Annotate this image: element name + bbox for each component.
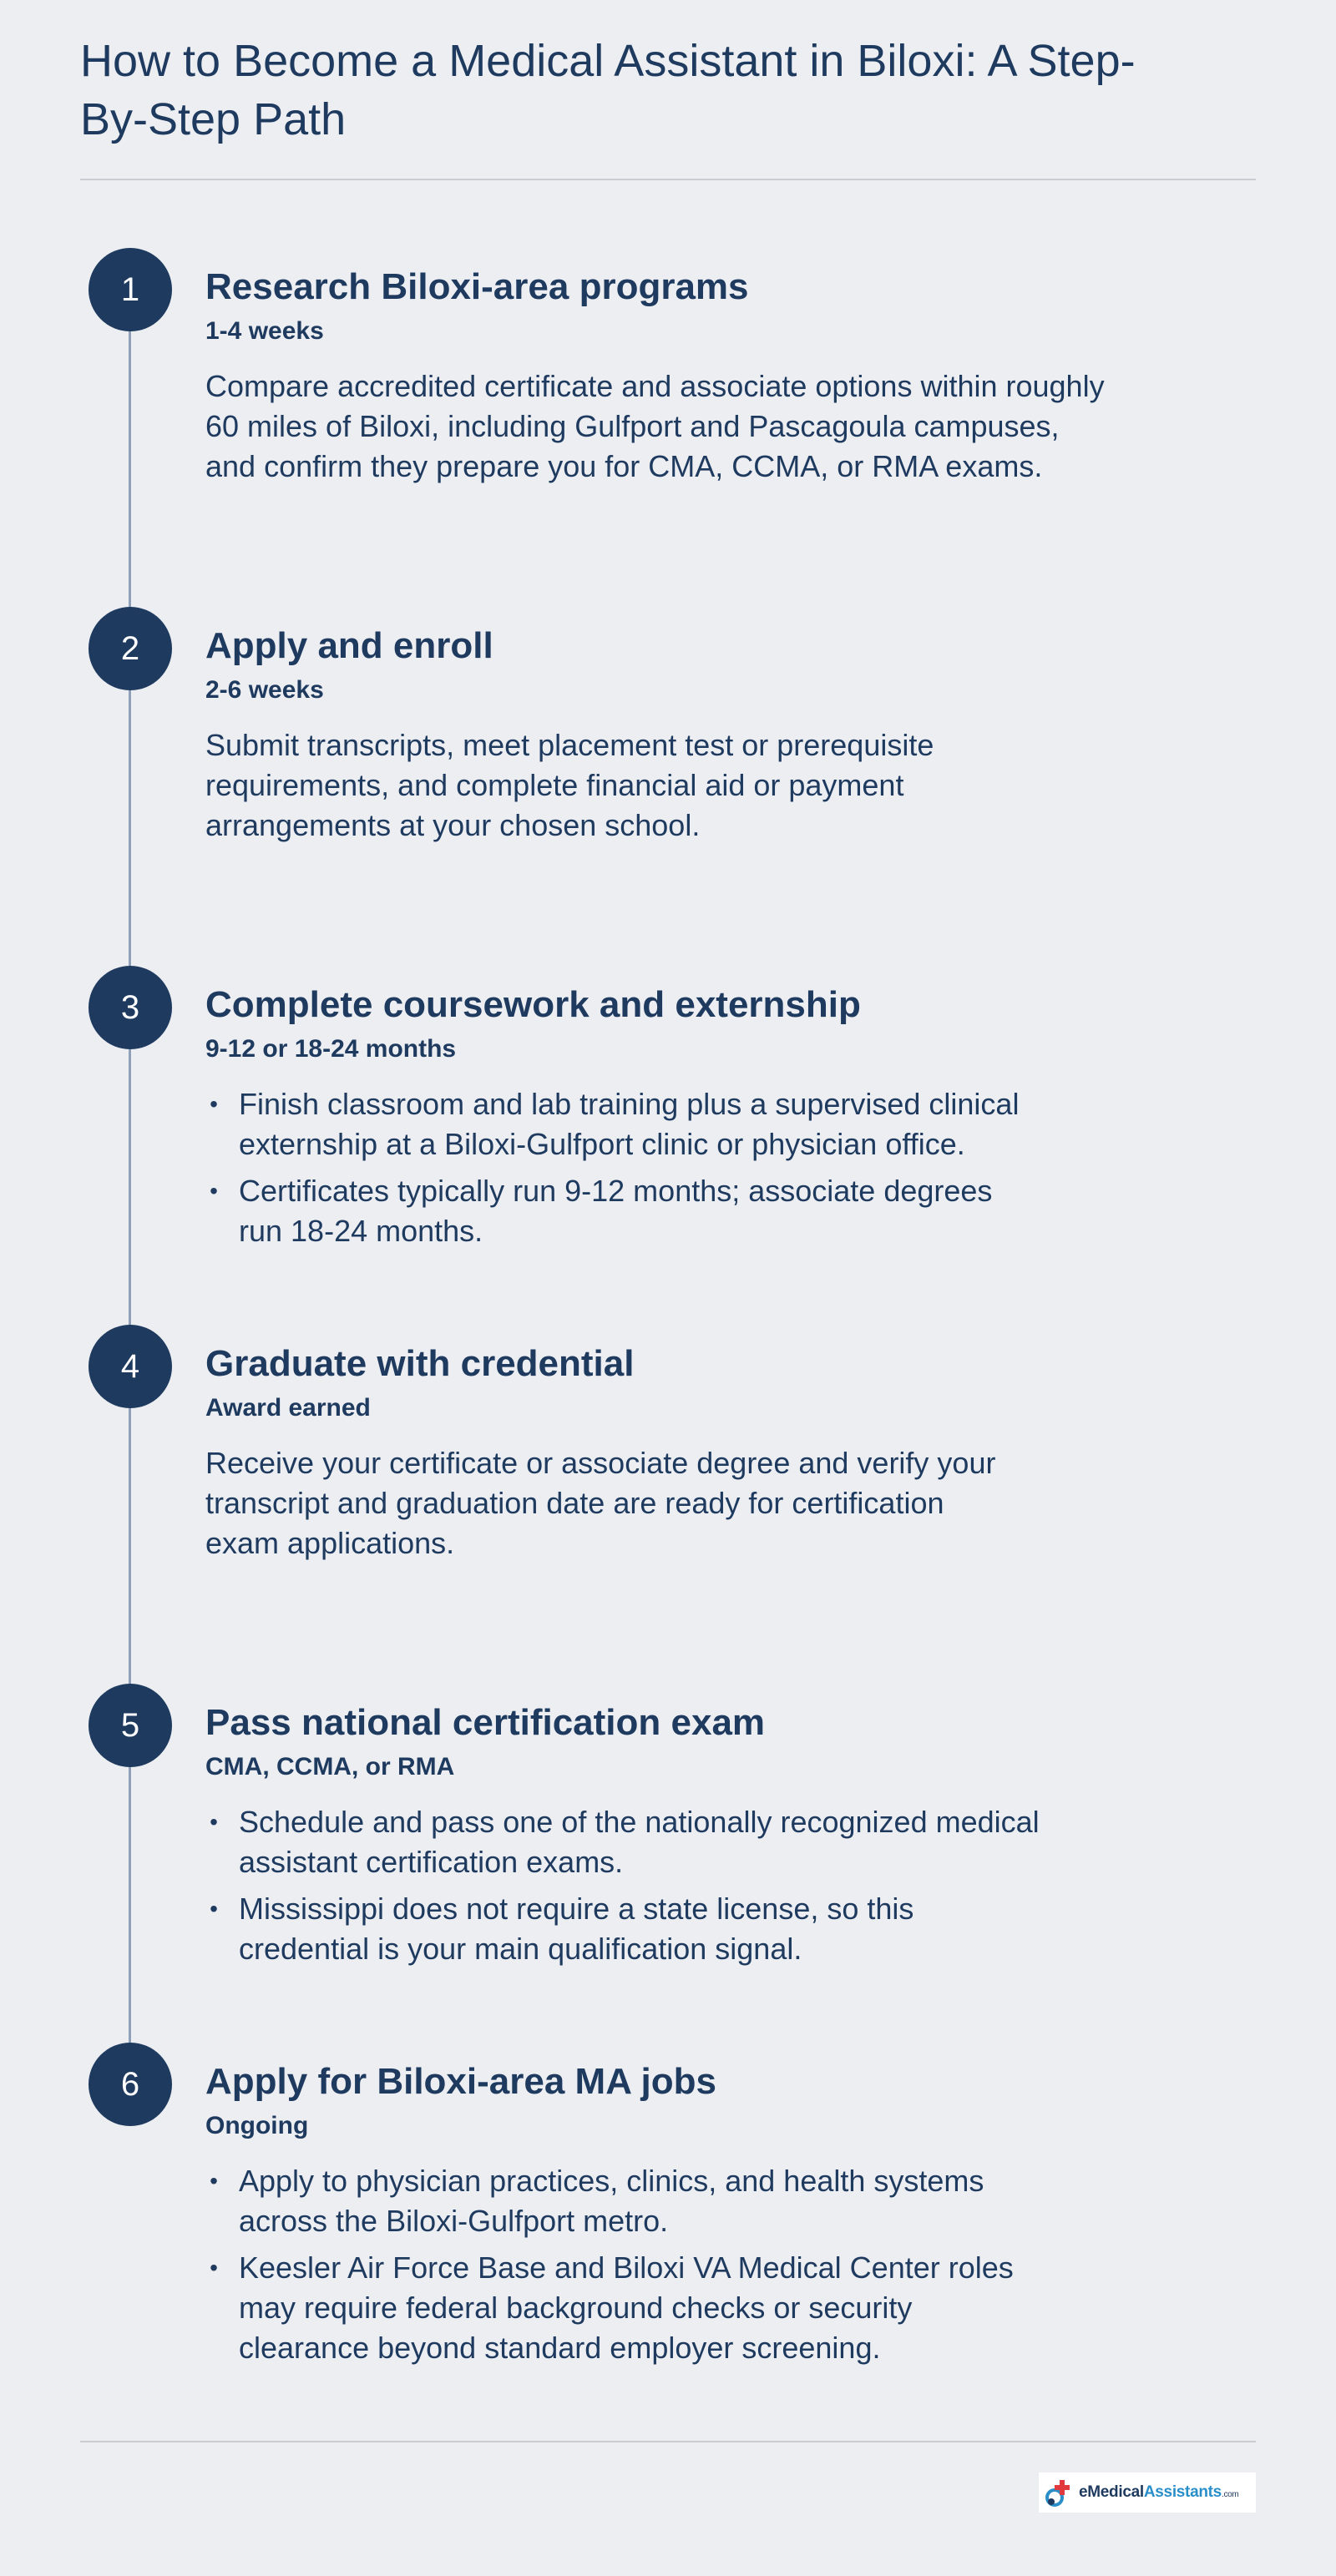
step-duration: Ongoing xyxy=(205,2112,309,2139)
bullet-text: Finish classroom and lab training plus a supervised clinical externship at a Biloxi-Gulfport clinic or physician office. xyxy=(239,1087,1020,1161)
list-item xyxy=(205,2248,1040,2368)
list-item xyxy=(205,1171,1040,1251)
page-title: How to Become a Medical Assistant in Biloxi: A Step-By-Step Path xyxy=(80,36,1136,144)
bullet-glyph: • xyxy=(210,2168,218,2194)
step-title: Apply for Biloxi-area MA jobs xyxy=(205,2061,717,2102)
bullet-glyph: • xyxy=(210,1178,218,1204)
bullet-text: Mississippi does not require a state license, so this credential is your main qualification signal. xyxy=(239,1892,914,1966)
bullet-text: Certificates typically run 9-12 months; associate degrees run 18-24 months. xyxy=(239,1174,993,1248)
step-duration: 1-4 weeks xyxy=(205,317,324,345)
step-duration: 2-6 weeks xyxy=(205,676,324,704)
bullet-text: Apply to physician practices, clinics, and health systems across the Biloxi-Gulfport metro. xyxy=(239,2164,984,2238)
step-title: Research Biloxi-area programs xyxy=(205,266,749,307)
medical-cross-icon xyxy=(1044,2477,1075,2508)
logo-wordmark: eMedicalAssistants.com xyxy=(1079,2483,1239,2501)
step-title: Pass national certification exam xyxy=(205,1702,766,1743)
step-number-badge: 4 xyxy=(89,1325,172,1408)
top-divider xyxy=(80,179,1256,180)
step-title: Complete coursework and externship xyxy=(205,984,861,1025)
step-content xyxy=(205,265,1124,487)
bullet-glyph: • xyxy=(210,1809,218,1835)
step-title: Graduate with credential xyxy=(205,1343,635,1384)
step-duration: 9-12 or 18-24 months xyxy=(205,1035,457,1063)
bullet-text: Keesler Air Force Base and Biloxi VA Medical Center roles may require federal background checks or security clearance beyond standard employer screening. xyxy=(239,2250,1014,2365)
bullet-glyph: • xyxy=(210,2255,218,2281)
step-description: Submit transcripts, meet placement test or prerequisite requirements, and complete financial aid or payment arrangements at your chosen school. xyxy=(205,728,934,842)
bullet-glyph: • xyxy=(210,1896,218,1922)
step-number-badge: 3 xyxy=(89,966,172,1049)
bullet-glyph: • xyxy=(210,1091,218,1117)
bullet-text: Schedule and pass one of the nationally recognized medical assistant certification exams. xyxy=(239,1805,1040,1879)
step-bullet-list xyxy=(205,1802,1124,1969)
bottom-divider xyxy=(80,2441,1256,2442)
step-description: Receive your certificate or associate degree and verify your transcript and graduation date are ready for certification exam applications. xyxy=(205,1446,996,1560)
step-content xyxy=(205,624,1124,846)
step-content xyxy=(205,982,1124,1258)
list-item xyxy=(205,1889,1040,1969)
step-number-badge: 5 xyxy=(89,1684,172,1767)
step-number-badge: 2 xyxy=(89,607,172,690)
step-content xyxy=(205,1341,1124,1563)
step-number-badge: 6 xyxy=(89,2043,172,2126)
step-bullet-list xyxy=(205,2161,1124,2368)
list-item xyxy=(205,1084,1040,1164)
step-description: Compare accredited certificate and associate options within roughly 60 miles of Biloxi, including Gulfport and Pascagoula campuses, and confirm they prepare you for CMA, CCMA, or RMA exams. xyxy=(205,369,1105,483)
step-number-badge: 1 xyxy=(89,248,172,331)
list-item xyxy=(205,1802,1040,1882)
step-duration: Award earned xyxy=(205,1394,371,1422)
timeline-line xyxy=(129,289,131,2084)
step-duration: CMA, CCMA, or RMA xyxy=(205,1753,455,1780)
site-logo xyxy=(1039,2472,1256,2513)
step-content xyxy=(205,2059,1124,2375)
step-title: Apply and enroll xyxy=(205,625,493,666)
step-content xyxy=(205,1700,1124,1976)
list-item xyxy=(205,2161,1040,2241)
step-bullet-list xyxy=(205,1084,1124,1251)
